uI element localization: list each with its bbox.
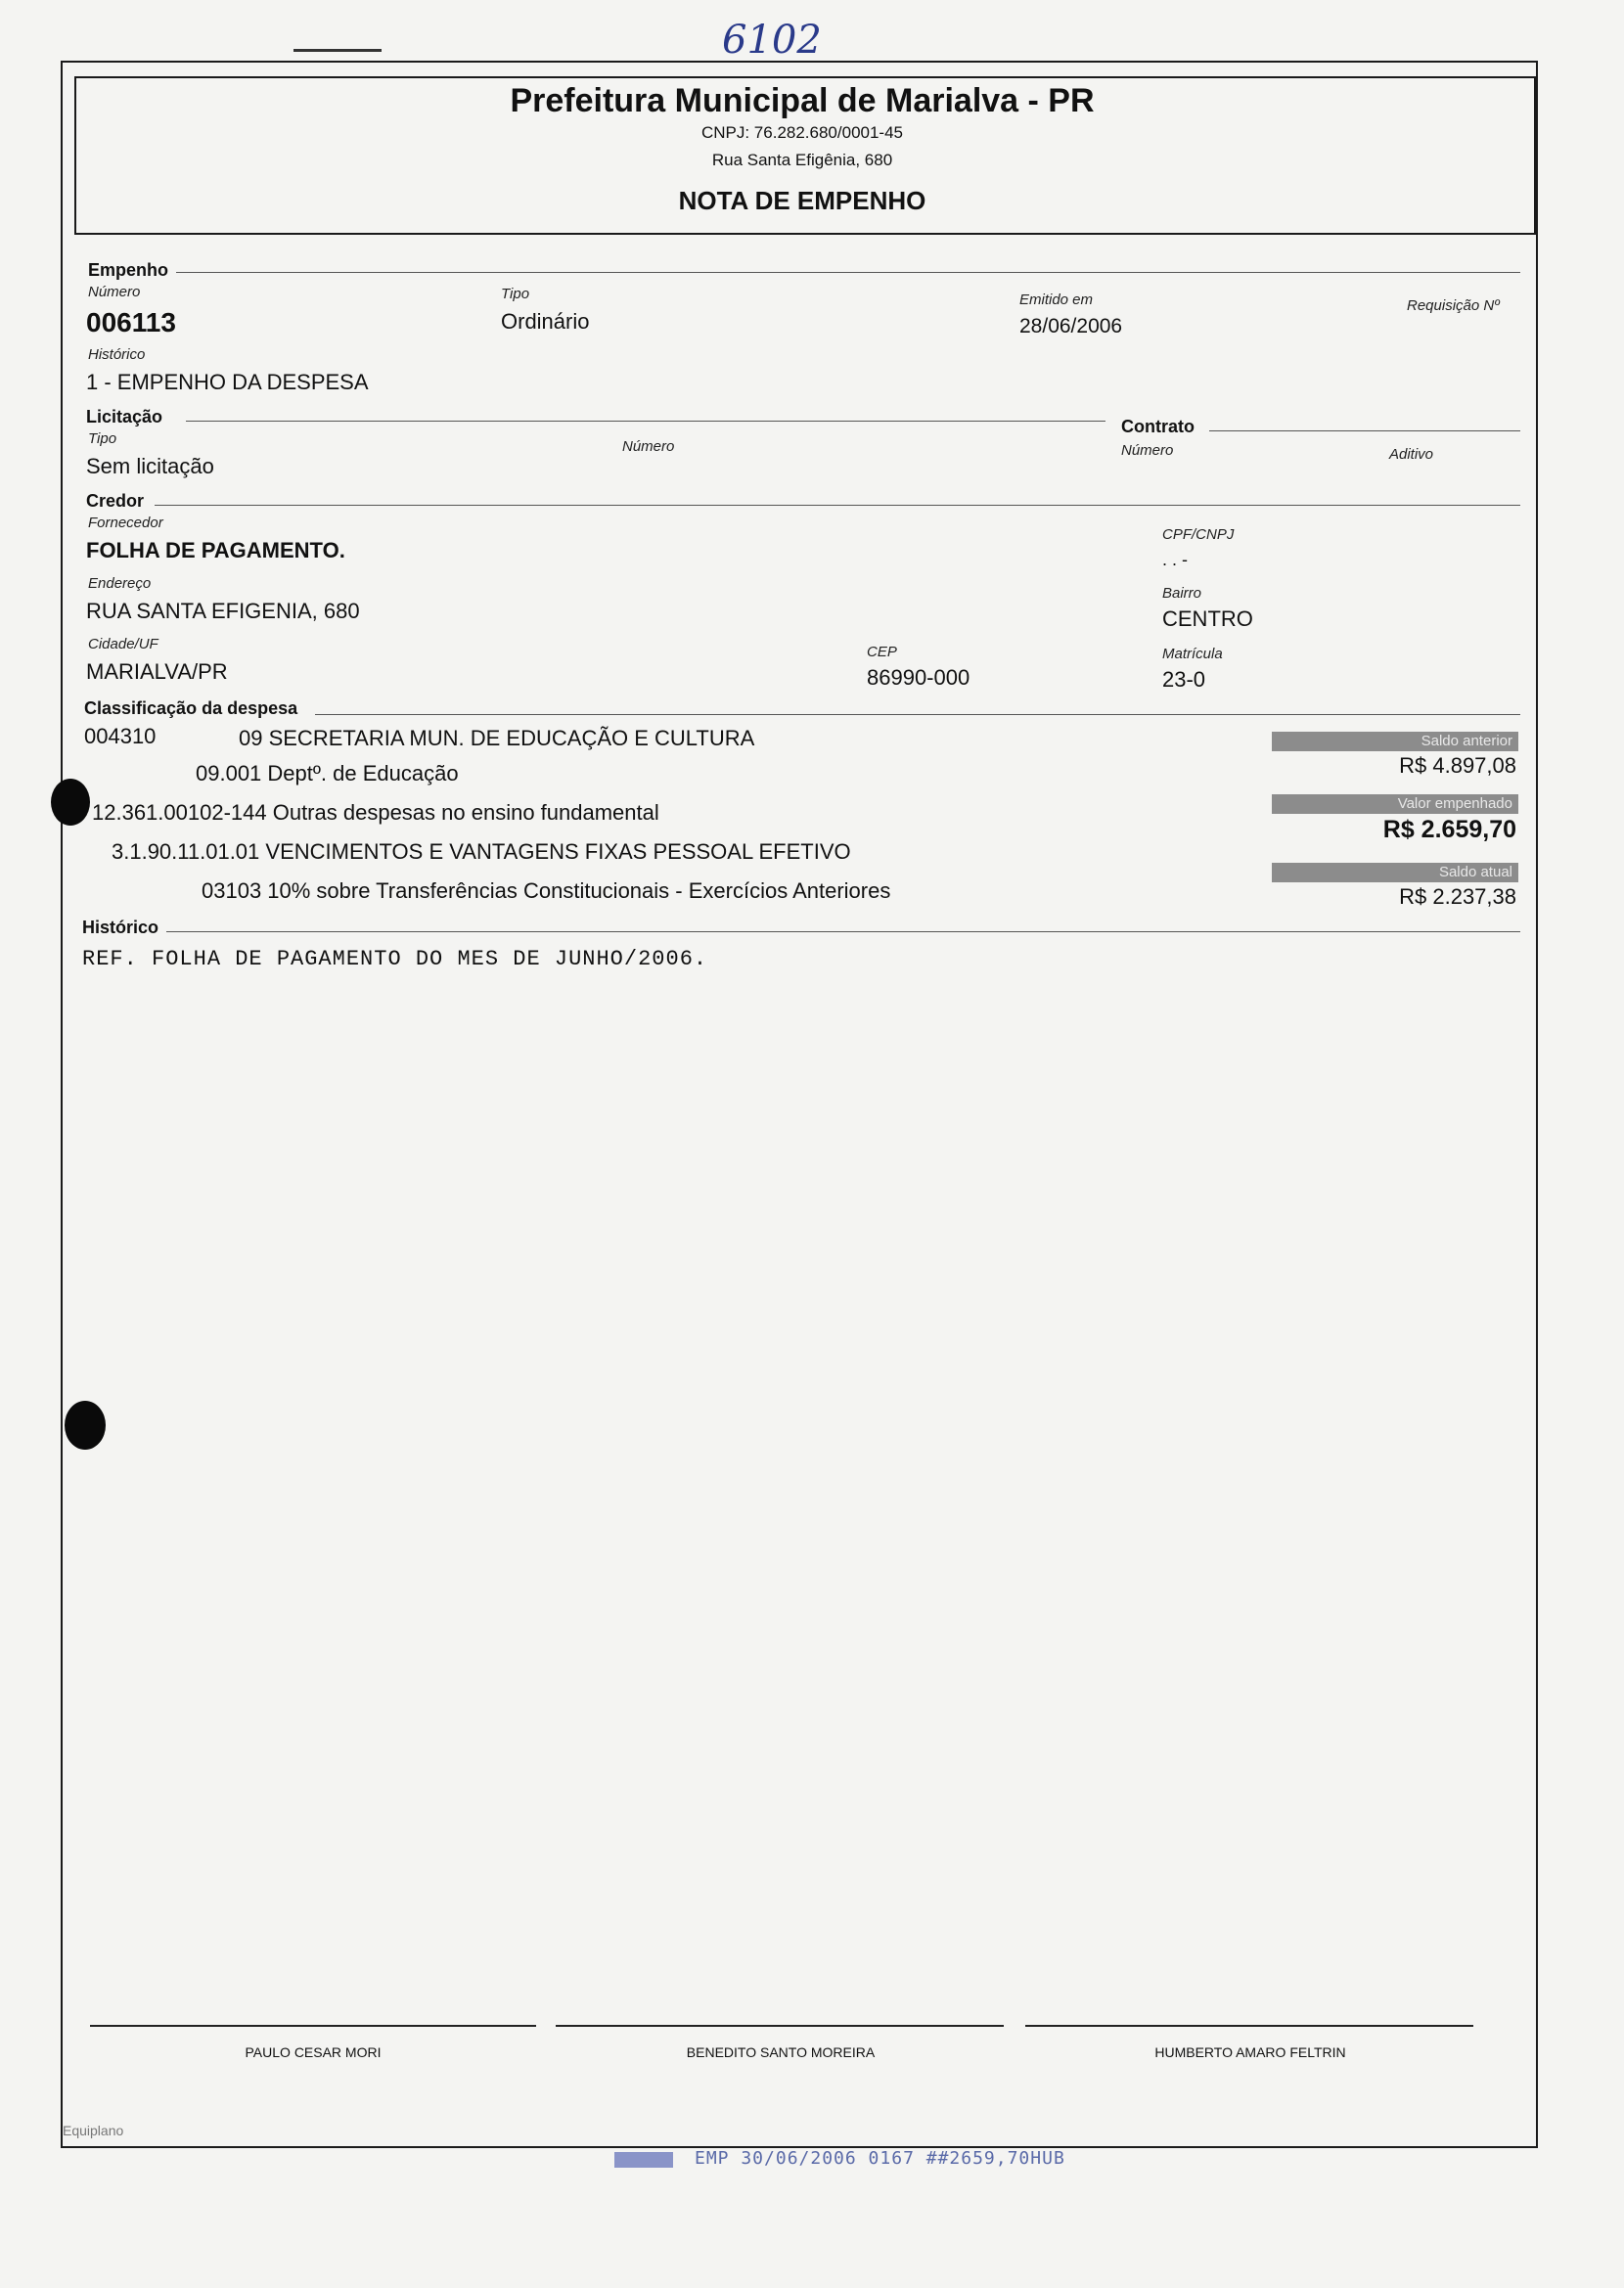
section-empenho: Empenho (88, 260, 169, 280)
doc-title: NOTA DE EMPENHO (678, 186, 926, 215)
cep: 86990-000 (867, 665, 970, 690)
signature-name-1: PAULO CESAR MORI (245, 2044, 382, 2060)
licitacao-tipo: Sem licitação (86, 454, 214, 478)
punch-hole (65, 1401, 106, 1450)
contrato-numero-label: Número (1121, 442, 1174, 459)
scan-mark (293, 49, 382, 52)
handwritten-number: 6102 (722, 18, 822, 63)
endereco: RUA SANTA EFIGENIA, 680 (86, 599, 360, 623)
classificacao-line2: 09.001 Deptº. de Educação (196, 761, 459, 785)
signature-line (1025, 2025, 1473, 2027)
historico-text: REF. FOLHA DE PAGAMENTO DO MES DE JUNHO/2006. (82, 947, 708, 971)
cidade: MARIALVA/PR (86, 659, 228, 684)
saldo-atual: R$ 2.237,38 (1399, 884, 1516, 909)
requisicao-label: Requisição Nº (1407, 297, 1500, 314)
classificacao-line1: 09 SECRETARIA MUN. DE EDUCAÇÃO E CULTURA (239, 726, 755, 750)
numero-label: Número (88, 284, 141, 300)
classificacao-line3: 12.361.00102-144 Outras despesas no ensino fundamental (92, 800, 659, 825)
emitido-date: 28/06/2006 (1019, 315, 1123, 337)
classificacao-line5: 03103 10% sobre Transferências Constitucionais - Exercícios Anteriores (202, 878, 891, 903)
saldo-anterior: R$ 4.897,08 (1399, 753, 1516, 778)
cpf-label: CPF/CNPJ (1162, 526, 1235, 543)
tipo-label: Tipo (501, 286, 530, 302)
divider (176, 272, 1520, 273)
empenho-tipo: Ordinário (501, 309, 590, 334)
signature-name-3: HUMBERTO AMARO FELTRIN (1154, 2044, 1346, 2060)
cnpj: CNPJ: 76.282.680/0001-45 (700, 123, 904, 142)
saldo-anterior-label: Saldo anterior (1272, 732, 1518, 751)
endereco-label: Endereço (88, 575, 152, 592)
stamp-mark (614, 2152, 673, 2168)
cep-label: CEP (867, 644, 897, 660)
divider (166, 931, 1520, 932)
classificacao-code: 004310 (84, 724, 157, 748)
classificacao-line4: 3.1.90.11.01.01 VENCIMENTOS E VANTAGENS FIXAS PESSOAL EFETIVO (112, 839, 851, 864)
software-label: Equiplano (63, 2123, 124, 2138)
empenho-numero: 006113 (86, 307, 176, 337)
licitacao-numero-label: Número (622, 438, 675, 455)
section-credor: Credor (86, 491, 145, 511)
matricula: 23-0 (1162, 667, 1206, 692)
divider (315, 714, 1520, 715)
divider (186, 421, 1105, 422)
punch-hole (51, 779, 90, 826)
cidade-label: Cidade/UF (88, 636, 158, 652)
saldo-atual-label: Saldo atual (1272, 863, 1518, 882)
valor-empenhado: R$ 2.659,70 (1382, 816, 1516, 843)
signature-name-2: BENEDITO SANTO MOREIRA (686, 2044, 876, 2060)
fornecedor: FOLHA DE PAGAMENTO. (86, 538, 345, 562)
signature-line (556, 2025, 1004, 2027)
aditivo-label: Aditivo (1389, 446, 1434, 463)
org-title: Prefeitura Municipal de Marialva - PR (510, 82, 1095, 119)
empenho-historico: 1 - EMPENHO DA DESPESA (86, 370, 369, 394)
bairro: CENTRO (1162, 606, 1253, 631)
section-historico: Histórico (82, 918, 159, 937)
matricula-label: Matrícula (1162, 646, 1223, 662)
section-licitacao: Licitação (86, 407, 163, 426)
divider (1209, 430, 1520, 431)
bairro-label: Bairro (1162, 585, 1202, 602)
valor-empenhado-label: Valor empenhado (1272, 794, 1518, 814)
address: Rua Santa Efigênia, 680 (711, 151, 893, 169)
emitido-label: Emitido em (1019, 292, 1094, 308)
divider (155, 505, 1520, 506)
cpf: . . - (1162, 550, 1188, 569)
empenho-historico-label: Histórico (88, 346, 146, 363)
fornecedor-label: Fornecedor (88, 515, 163, 531)
section-contrato: Contrato (1121, 417, 1195, 436)
signature-line (90, 2025, 536, 2027)
section-classificacao: Classificação da despesa (84, 698, 298, 718)
licitacao-tipo-label: Tipo (88, 430, 117, 447)
machine-stamp: EMP 30/06/2006 0167 ##2659,70HUB (695, 2148, 1065, 2169)
